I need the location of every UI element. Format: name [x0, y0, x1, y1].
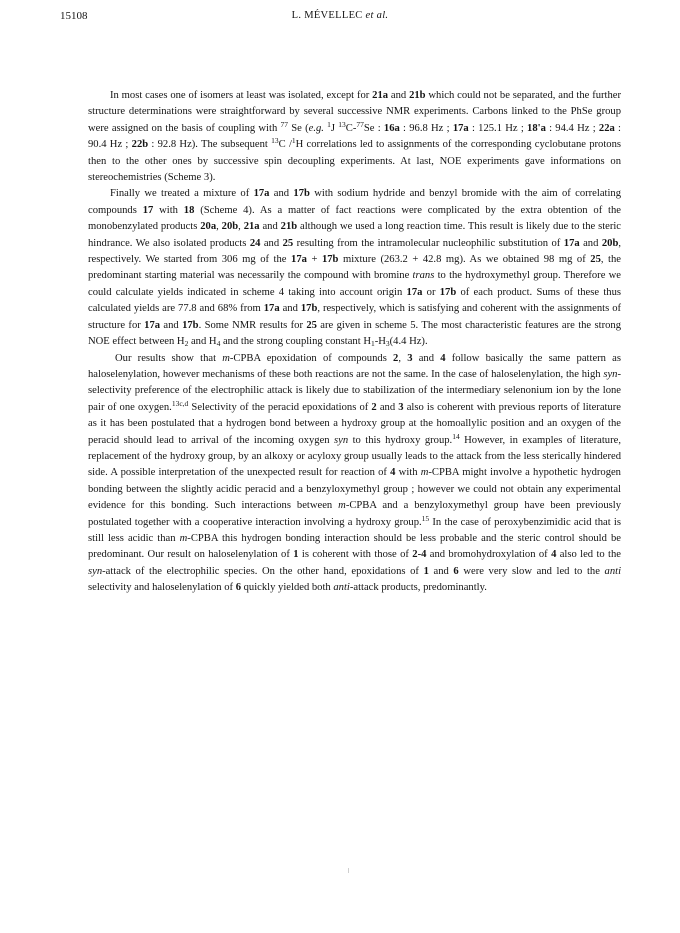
text-span: + [306, 254, 322, 266]
author-name: L. MÉVELLEC [291, 10, 363, 21]
text-span: -H [374, 336, 386, 348]
subscript: 3 [385, 339, 390, 349]
text-span: selectivity and haloselenylation of [88, 582, 236, 594]
italic-text: m [222, 352, 230, 364]
text-span: H correlations led to assignments of the corresponding cyclobutane protons then to the other ones by successive spin decoupling experiments. At last, NOE experiments gave informations on stereochemistries (Scheme 3). [88, 139, 621, 184]
text-span: of each product. Sums of these thus calculated yields are 77.8 and 68% from [88, 286, 621, 315]
compound-label: 17a [406, 286, 423, 298]
text-span: which could not be separated, and the further structure determinations were straightforward by several successive NMR experiments. Carbons linked to the PhSe group were assigned on the basis of coupling with [88, 90, 622, 134]
text-span: to this hydroxy group. [348, 434, 453, 446]
text-span: and [269, 188, 294, 200]
text-span: Se : [363, 122, 384, 134]
text-span: is coherent with those of [298, 549, 413, 561]
superscript: 77 [356, 119, 364, 129]
text-span: were very slow and led to the [458, 565, 605, 577]
text-span: In the case of peroxybenzimidic acid that is still less acidic than [88, 516, 621, 544]
text-span: , respectively. We started from 306 mg of the [88, 237, 621, 266]
italic-text: m [179, 532, 188, 544]
compound-label: 17b [439, 286, 457, 298]
compound-label: 6 [235, 582, 241, 594]
compound-label: 20a [200, 221, 217, 233]
text-span: with [395, 467, 421, 479]
reference-marker: 13c,d [171, 398, 189, 408]
compound-label: 24 [249, 237, 261, 249]
text-span: with sodium hydride and benzyl bromide with the aim of correlating compounds [88, 188, 621, 216]
text-span: -CPBA and a benzyloxymethyl group have been previously postulated together with a cooperative interaction involving a hydroxy group. [88, 500, 621, 528]
text-span: and bromohydroxylation of [426, 549, 552, 561]
text-span: -attack of the electrophilic species. On the other hand, epoxidations of [102, 565, 424, 577]
text-span: , [216, 221, 222, 233]
compound-label: 1 [423, 565, 429, 577]
italic-text: e.g. [308, 122, 324, 134]
text-span: also is coherent with previous reports of literature as it has been postulated that a hydrogen bond between a hydroxy group at the homoallylic position and an oxygen of the peracid should lead to arrival of the incoming oxygen [88, 401, 622, 446]
page-header [0, 10, 680, 30]
italic-text: syn [334, 434, 349, 446]
text-span: C- [345, 122, 357, 134]
text-span: In most cases one of isomers at least was isolated, except for [110, 90, 373, 101]
compound-label: 25 [282, 237, 294, 249]
compound-label: 2 [371, 401, 377, 413]
text-span: , respectively, which is satisfying and coherent with the assignments of structure for [88, 303, 622, 331]
text-span: and [376, 401, 399, 413]
text-span: Our results show that [115, 352, 223, 364]
compound-label: 17a [452, 122, 469, 134]
paragraph-benzylation [88, 186, 621, 350]
text-span: and [412, 352, 441, 364]
compound-label: 17b [321, 254, 339, 266]
text-span: follow basically the same pattern as haloselenylation, however mechanisms of these both reactions are not the same. In the case of haloselenylation, the high [88, 352, 622, 380]
text-span: and [428, 565, 454, 577]
page-number: 15108 [60, 10, 88, 22]
compound-label: 21a [243, 221, 260, 233]
compound-label: 17a [144, 319, 161, 331]
superscript: 1 [327, 119, 331, 129]
text-span: mixture (263.2 + 42.8 mg). As we obtained 98 mg of [338, 254, 591, 266]
compound-label: 17b [182, 319, 199, 331]
italic-text: m [338, 500, 346, 512]
compound-label: 18 [183, 204, 195, 216]
superscript: 77 [280, 119, 288, 129]
compound-label: 20b [601, 237, 619, 249]
text-span: (4.4 Hz). [389, 336, 428, 348]
text-span: and [388, 90, 410, 101]
text-span: resulting from the intramolecular nucleophilic substitution of [293, 237, 564, 249]
text-span: J [330, 122, 339, 134]
compound-label: 20b [221, 221, 239, 233]
compound-label: 2 [393, 352, 399, 364]
reference-marker: 15 [421, 513, 430, 523]
text-span: -CPBA this hydrogen bonding interaction should be less probable and the steric control should be predominant. Our result on haloselenylation of [88, 532, 621, 561]
text-span: and [259, 221, 281, 233]
text-span: -attack products, predominantly. [349, 582, 487, 594]
compound-label: 17a [563, 237, 580, 249]
text-span: or [422, 286, 440, 298]
italic-text: anti [333, 582, 350, 594]
paragraph-nmr-assignments [88, 88, 621, 186]
running-head [0, 10, 680, 21]
article-body [88, 88, 621, 597]
text-span: -selectivity preference of the electrophilic attack is likely due to stabilization of the intermediary selenonium ion by the lone pair of one oxygen. [88, 368, 621, 413]
paragraph-epoxidation-discussion [88, 351, 621, 597]
text-span: C / [278, 139, 292, 151]
compound-label: 21b [280, 221, 298, 233]
text-span: also led to the [556, 549, 621, 561]
scan-artifact-mark [348, 868, 349, 873]
italic-text: syn [603, 368, 618, 380]
subscript: 1 [370, 339, 375, 349]
compound-label: 4 [551, 549, 557, 561]
compound-label: 17a [291, 254, 307, 266]
compound-label: 21a [372, 90, 389, 101]
text-span: (Scheme 4). As a matter of fact reactions were complicated by the extra obtention of the monobenzylated products [88, 204, 622, 233]
text-span: with [153, 204, 184, 216]
text-span: and [160, 319, 183, 331]
text-span: Selectivity of the peracid epoxidations of [188, 401, 372, 413]
text-span: Finally we treated a mixture of [110, 188, 254, 200]
text-span: quickly yielded both [240, 582, 334, 594]
text-span: and [279, 303, 301, 315]
compound-label: 4 [390, 467, 396, 479]
compound-label: 25 [590, 254, 601, 266]
compound-label: 22b [131, 139, 149, 151]
text-span: : 90.4 Hz ; [88, 122, 621, 151]
compound-label: 2-4 [412, 549, 427, 561]
text-span: are given in scheme 5. The most characteristic features are the strong NOE effect between H [88, 319, 621, 348]
subscript: 2 [184, 339, 189, 349]
compound-label: 17b [293, 188, 310, 200]
text-span: and H [188, 336, 217, 348]
text-span: , [398, 352, 408, 364]
compound-label: 17a [253, 188, 270, 200]
compound-label: 17b [300, 303, 318, 315]
text-span: and the strong coupling constant H [220, 336, 371, 348]
compound-label: 17 [142, 204, 154, 216]
et-al: et al. [365, 10, 389, 21]
text-span: and [260, 237, 283, 249]
compound-label: 1 [293, 549, 299, 561]
compound-label: 22a [598, 122, 615, 134]
compound-label: 21b [409, 90, 426, 101]
text-span: : 94.4 Hz ; [545, 122, 599, 134]
text-span: : 125.1 Hz ; [468, 122, 528, 134]
text-span: However, in examples of literature, replacement of the hydroxy group, by an alkoxy or acyloxy group usually leads to the attack from the less sterically hindered side. A possible interpretation of the unexpected result for reaction of [88, 434, 621, 479]
italic-text: trans [412, 270, 435, 282]
text-span: although we used a long reaction time. This result is likely due to the steric hindrance. We also isolated products [88, 221, 622, 249]
text-span: , the predominant starting material was necessarily the compound with bromine [88, 254, 621, 282]
italic-text: m [420, 467, 429, 479]
text-span: , [238, 221, 244, 233]
superscript: 13 [271, 136, 279, 146]
text-span: : 92.8 Hz). The subsequent [148, 139, 272, 151]
italic-text: syn [88, 565, 103, 577]
compound-label: 17a [263, 303, 280, 315]
compound-label: 25 [306, 319, 317, 331]
compound-label: 6 [453, 565, 459, 577]
subscript: 4 [216, 339, 221, 349]
superscript: 13 [338, 119, 346, 129]
text-span: to the hydroxymethyl group. Therefore we could calculate yields indicated in scheme 4 taking into account origin [88, 270, 621, 298]
compound-label: 16a [383, 122, 400, 134]
text-span: -CPBA might involve a hypothetic hydrogen bonding between the slightly acidic peracid and a benzyloxymethyl group ; however we could not obtain any experimental evidence for this bonding. Such interactions between [88, 467, 621, 512]
italic-text: anti [604, 565, 622, 577]
reference-marker: 14 [452, 431, 460, 441]
superscript: 1 [291, 136, 296, 146]
compound-label: 3 [407, 352, 413, 364]
text-span: -CPBA epoxidation of compounds [229, 352, 394, 364]
text-span: : 96.8 Hz ; [399, 122, 453, 134]
text-span: and [579, 237, 602, 249]
compound-label: 4 [440, 352, 446, 364]
text-span: Se ( [288, 122, 309, 134]
compound-label: 3 [398, 401, 404, 413]
compound-label: 18'a [527, 122, 546, 134]
text-span: . Some NMR results for [198, 319, 307, 331]
